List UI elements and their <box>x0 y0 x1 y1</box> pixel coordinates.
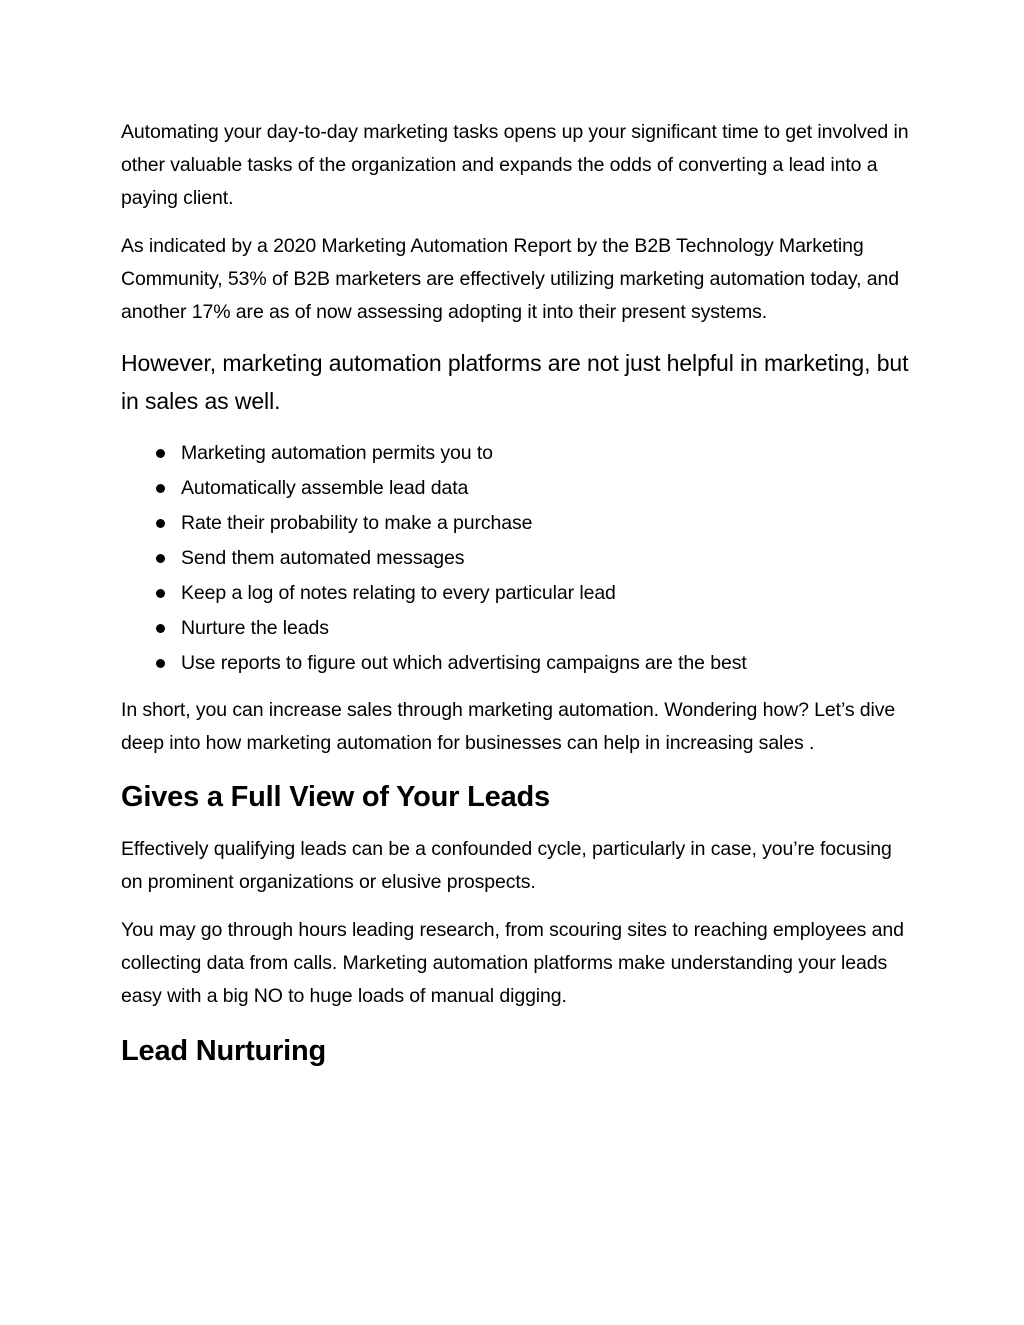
list-item-text: Use reports to figure out which advertising campaigns are the best <box>181 652 747 674</box>
bullet-list <box>121 436 911 681</box>
list-item <box>121 646 911 681</box>
list-item <box>121 541 911 576</box>
paragraph-research: You may go through hours leading research, from scouring sites to reaching employees and collecting data from calls. Marketing automation platforms make understanding your leads easy with a big NO to huge loads of manual digging. <box>121 919 904 1007</box>
list-item <box>121 576 911 611</box>
section-heading-lead-nurturing: Lead Nurturing <box>121 1035 327 1067</box>
list-item <box>121 471 911 506</box>
document-page <box>121 116 911 1087</box>
bullet-icon <box>156 589 165 598</box>
list-item <box>121 436 911 471</box>
bullet-icon <box>156 624 165 633</box>
list-item-text: Send them automated messages <box>181 547 465 569</box>
list-item <box>121 611 911 646</box>
bullet-icon <box>156 554 165 563</box>
list-item-text: Automatically assemble lead data <box>181 477 469 499</box>
paragraph-intro: Automating your day-to-day marketing tasks opens up your significant time to get involved in other valuable tasks of the organization and expands the odds of converting a lead into a paying client. <box>121 121 909 209</box>
paragraph-sales: However, marketing automation platforms are not just helpful in marketing, but in sales as well. <box>121 350 909 414</box>
list-item-text: Rate their probability to make a purchase <box>181 512 533 534</box>
bullet-icon <box>156 519 165 528</box>
paragraph-report: As indicated by a 2020 Marketing Automation Report by the B2B Technology Marketing Community, 53% of B2B marketers are effectively utilizing marketing automation today, and another 17% are as of now assessing adopting it into their present systems. <box>121 235 899 323</box>
list-item-text: Marketing automation permits you to <box>181 442 493 464</box>
list-item-text: Nurture the leads <box>181 617 329 639</box>
bullet-icon <box>156 659 165 668</box>
bullet-icon <box>156 484 165 493</box>
bullet-icon <box>156 449 165 458</box>
paragraph-qualifying: Effectively qualifying leads can be a confounded cycle, particularly in case, you’re focusing on prominent organizations or elusive prospects. <box>121 838 892 893</box>
section-heading-full-view: Gives a Full View of Your Leads <box>121 781 550 813</box>
paragraph-summary: In short, you can increase sales through marketing automation. Wondering how? Let’s dive deep into how marketing automation for businesses can help in increasing sales . <box>121 699 896 754</box>
list-item-text: Keep a log of notes relating to every particular lead <box>181 582 616 604</box>
list-item <box>121 506 911 541</box>
